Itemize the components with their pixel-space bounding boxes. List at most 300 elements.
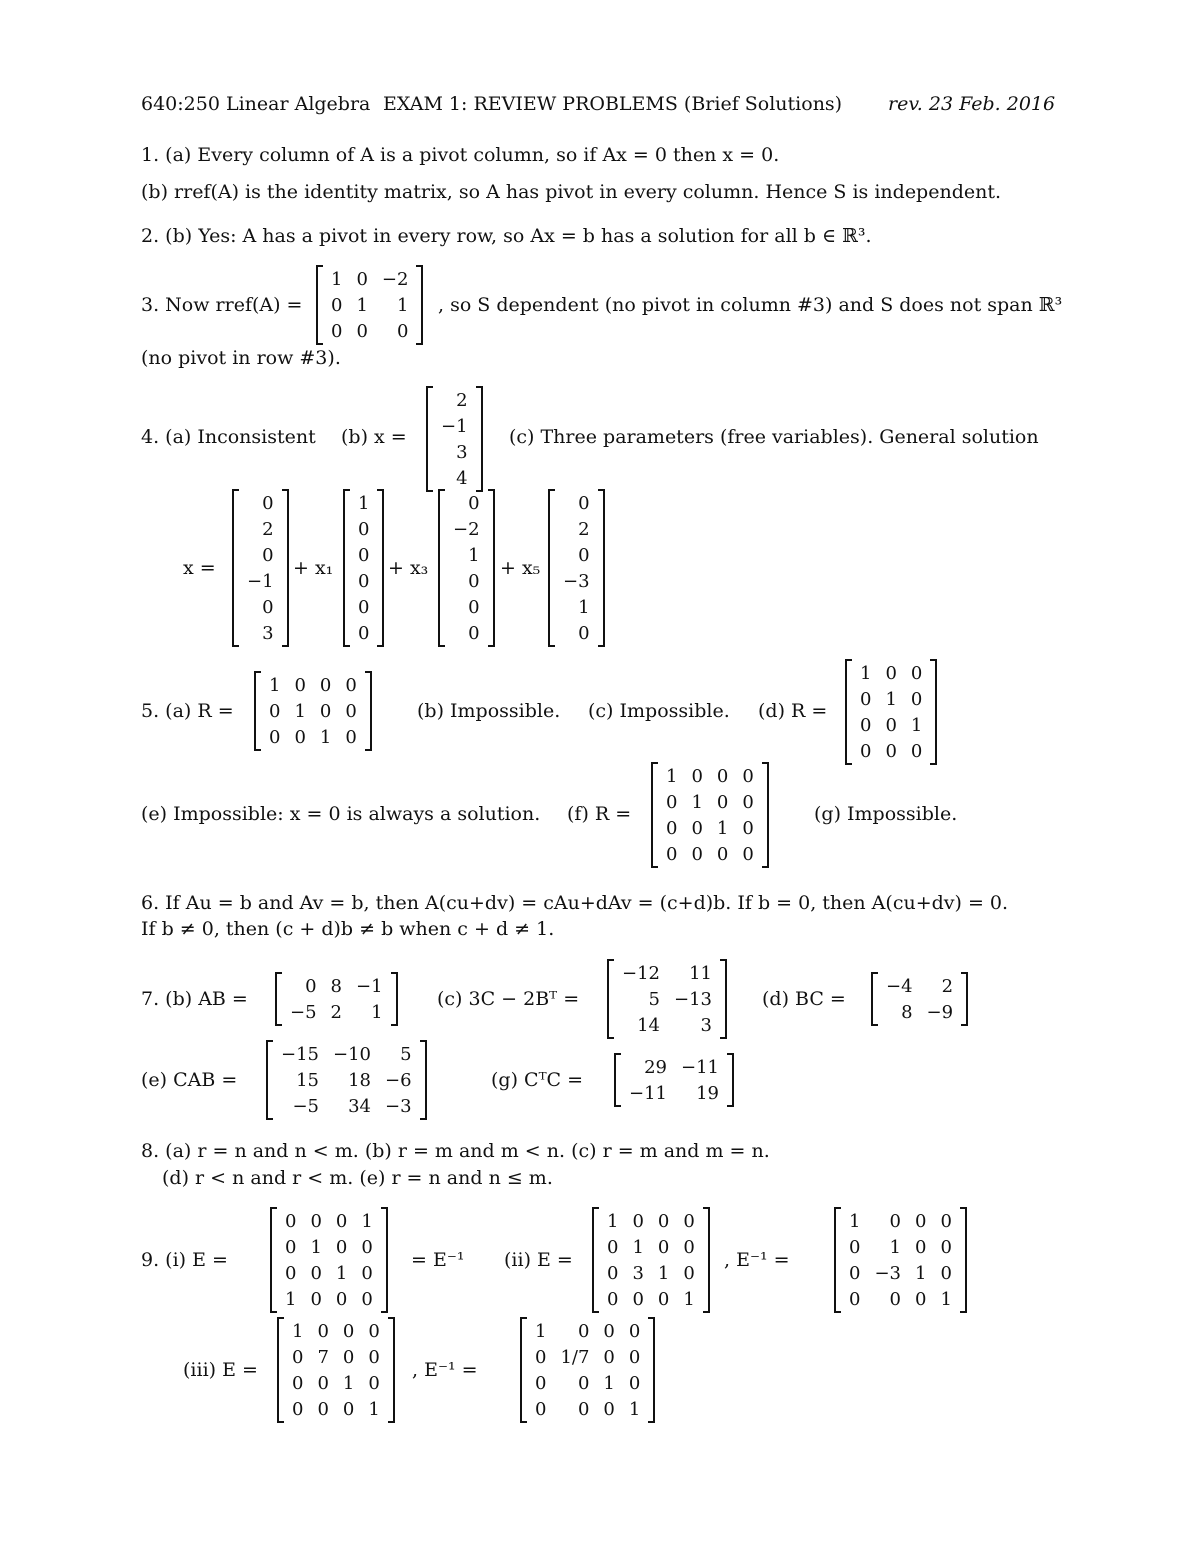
matrix-entry: 0 [358,544,370,566]
p4-vector-v0 [232,490,289,646]
matrix-entry: 0 [345,674,357,696]
matrix-row [240,490,281,516]
matrix-entry: −15 [281,1043,319,1065]
matrix-entry: 0 [915,1236,927,1258]
p1-a: 1. (a) Every column of A is a pivot column, so if Ax = 0 then x = 0. [141,144,780,166]
matrix-entry: 0 [666,843,678,865]
matrix-entry: 0 [468,570,480,592]
matrix-entry: 1 [885,688,897,710]
matrix-entry: 0 [885,662,897,684]
matrix-entry: 0 [683,1236,695,1258]
matrix-row [240,568,281,594]
matrix-entry: 0 [262,492,274,514]
matrix-entry: 14 [637,1014,660,1036]
matrix-entry: 1 [603,1372,615,1394]
matrix-row [659,815,761,841]
matrix-entry: 0 [577,1320,590,1342]
matrix-row [274,1093,419,1119]
matrix-entry: 0 [578,492,590,514]
matrix-entry: 1 [356,294,368,316]
matrix-row [556,568,597,594]
matrix-entry: 1 [269,674,281,696]
matrix-row [528,1370,647,1396]
matrix-entry: 0 [632,1210,644,1232]
matrix-entry: 0 [310,1288,322,1310]
p5-matrix-f [651,763,769,867]
matrix-entry: 0 [628,1372,641,1394]
matrix-entry: 1 [319,726,332,748]
matrix-row [842,1234,959,1260]
matrix-row [842,1286,959,1312]
matrix-entry: 0 [683,1210,695,1232]
matrix-entry: 0 [319,700,332,722]
p7-matrix-ab [275,973,398,1025]
matrix-entry: 0 [607,1236,619,1258]
matrix-entry: 0 [358,622,370,644]
matrix-entry: 18 [348,1069,371,1091]
matrix-row [446,568,487,594]
p9-matrix-iii-inv [520,1318,655,1422]
p9-i-inv: = E⁻¹ [411,1249,465,1271]
p5-g: (g) Impossible. [814,803,958,825]
matrix-entry: 0 [849,1288,861,1310]
matrix-entry: 0 [910,662,923,684]
matrix-row [262,672,364,698]
p5-f: (f) R = [567,803,632,825]
matrix-row [853,660,929,686]
matrix-row [556,542,597,568]
matrix-entry: 0 [628,1346,641,1368]
matrix-entry: 0 [335,1288,348,1310]
matrix-entry: 1 [691,791,703,813]
matrix-entry: 0 [860,714,872,736]
matrix-entry: 0 [691,817,703,839]
matrix-row [351,568,376,594]
p7-b: 7. (b) AB = [141,988,248,1010]
matrix-entry: 0 [666,791,678,813]
matrix-entry: 0 [915,1210,927,1232]
matrix-entry: 0 [368,1346,380,1368]
matrix-entry: 11 [689,962,712,984]
matrix-entry: 0 [860,740,872,762]
p7-matrix-ctc [614,1054,734,1106]
matrix-entry: 1 [683,1288,695,1310]
matrix-row [556,620,597,646]
matrix-entry: 0 [317,1372,329,1394]
matrix-entry: 34 [348,1095,371,1117]
matrix-entry: −3 [385,1095,412,1117]
p5-matrix-d [845,660,937,764]
p7-c: (c) 3C − 2Bᵀ = [437,988,580,1010]
matrix-row [556,594,597,620]
matrix-row [446,594,487,620]
p5-d: (d) R = [758,700,828,722]
matrix-entry: 0 [860,688,872,710]
matrix-entry: 19 [696,1082,719,1104]
matrix-entry: 1 [666,765,678,787]
matrix-entry: 0 [468,492,480,514]
matrix-entry: 1 [849,1210,861,1232]
matrix-entry: 0 [335,1236,348,1258]
matrix-row [622,1080,726,1106]
matrix-row [434,387,475,413]
matrix-entry: 0 [345,726,357,748]
p7-e: (e) CAB = [141,1069,238,1091]
matrix-row [446,620,487,646]
matrix-row [556,516,597,542]
matrix-entry: −12 [622,962,660,984]
matrix-row [659,841,761,867]
matrix-entry: −13 [674,988,712,1010]
p9-matrix-ii-inv [834,1208,967,1312]
matrix-row [879,999,960,1025]
matrix-entry: −2 [381,268,409,290]
matrix-entry: 0 [607,1262,619,1284]
matrix-row [528,1396,647,1422]
matrix-row [600,1234,702,1260]
matrix-entry: 0 [292,1346,304,1368]
p7-g: (g) CᵀC = [491,1069,584,1091]
matrix-row [853,738,929,764]
matrix-row [262,698,364,724]
matrix-entry: 0 [885,740,897,762]
matrix-row [615,986,719,1012]
matrix-entry: 0 [345,700,357,722]
matrix-entry: 0 [262,596,274,618]
p3-matrix [316,266,423,344]
matrix-entry: 0 [331,320,343,342]
matrix-entry: 2 [578,518,590,540]
matrix-row [351,490,376,516]
matrix-entry: 0 [292,1398,304,1420]
matrix-entry: 2 [262,518,274,540]
matrix-entry: 1 [910,714,923,736]
matrix-entry: 0 [603,1346,615,1368]
matrix-entry: 0 [269,726,281,748]
matrix-entry: 4 [456,467,468,489]
matrix-entry: −11 [681,1056,719,1078]
p3-cont: (no pivot in row #3). [141,347,341,369]
matrix-entry: 0 [535,1346,547,1368]
p4-b: (b) x = [341,426,407,448]
matrix-entry: −2 [453,518,480,540]
matrix-entry: 0 [285,1236,297,1258]
matrix-entry: 1 [310,1236,322,1258]
matrix-row [528,1318,647,1344]
matrix-row [285,1370,387,1396]
matrix-entry: 1 [371,1001,383,1023]
matrix-row [351,516,376,542]
matrix-row [283,999,390,1025]
matrix-entry: 0 [319,674,332,696]
matrix-row [324,266,415,292]
matrix-entry: 1 [358,492,370,514]
matrix-entry: 0 [262,544,274,566]
matrix-entry: 0 [632,1288,644,1310]
matrix-entry: 1 [632,1236,644,1258]
matrix-entry: 1 [889,1236,901,1258]
matrix-entry: 0 [578,622,590,644]
p9-iii: (iii) E = [183,1359,258,1381]
matrix-entry: 0 [361,1288,373,1310]
matrix-entry: 0 [691,765,703,787]
matrix-entry: 0 [716,791,729,813]
matrix-entry: 1 [285,1288,297,1310]
matrix-entry: −6 [385,1069,412,1091]
matrix-entry: 0 [716,843,729,865]
matrix-row [240,542,281,568]
matrix-entry: 0 [742,843,754,865]
p6-line2: If b ≠ 0, then (c + d)b ≠ b when c + d ≠ 1. [141,918,555,940]
matrix-entry: 1 [940,1288,952,1310]
matrix-entry: 0 [358,518,370,540]
matrix-entry: 1 [292,1320,304,1342]
matrix-entry: 0 [294,726,306,748]
matrix-entry: −11 [629,1082,667,1104]
matrix-entry: 0 [742,791,754,813]
p3-lead: 3. Now rref(A) = [141,294,303,316]
matrix-entry: 0 [885,714,897,736]
matrix-entry: 0 [335,1210,348,1232]
matrix-entry: 0 [657,1288,670,1310]
matrix-entry: 0 [915,1288,927,1310]
matrix-entry: 0 [292,1372,304,1394]
matrix-entry: 0 [317,1320,329,1342]
matrix-row [262,724,364,750]
p7-matrix-cab [266,1041,427,1119]
matrix-row [600,1286,702,1312]
matrix-row [446,516,487,542]
matrix-entry: 1 [342,1372,355,1394]
p9-ii: (ii) E = [504,1249,573,1271]
matrix-entry: 1 [915,1262,927,1284]
p9-matrix-i [270,1208,388,1312]
header-course: 640:250 Linear Algebra [141,93,371,115]
matrix-row [842,1260,959,1286]
matrix-entry: 0 [317,1398,329,1420]
p9-iii-inv: , E⁻¹ = [412,1359,478,1381]
matrix-entry: 0 [368,1320,380,1342]
matrix-entry: 3 [262,622,274,644]
matrix-row [278,1208,380,1234]
p4-plus-x1: + x₁ [293,557,334,579]
matrix-row [240,620,281,646]
p5-matrix-a [254,672,372,750]
matrix-row [446,490,487,516]
matrix-entry: 8 [330,975,342,997]
matrix-entry: 5 [648,988,660,1010]
matrix-entry: 0 [603,1398,615,1420]
matrix-entry: 0 [683,1262,695,1284]
matrix-entry: 0 [910,688,923,710]
matrix-row [285,1318,387,1344]
matrix-entry: 0 [397,320,409,342]
matrix-entry: 0 [269,700,281,722]
p4-plus-x5: + x₅ [500,557,541,579]
p2-b: 2. (b) Yes: A has a pivot in every row, so Ax = b has a solution for all b ∈ ℝ³. [141,225,872,247]
matrix-entry: −5 [290,1001,317,1023]
matrix-entry: 2 [456,389,468,411]
matrix-entry: 0 [310,1262,322,1284]
matrix-row [274,1067,419,1093]
matrix-entry: 0 [358,596,370,618]
matrix-entry: 0 [361,1236,373,1258]
matrix-entry: 0 [716,765,729,787]
matrix-row [434,439,475,465]
p9-matrix-ii [592,1208,710,1312]
matrix-entry: 0 [356,320,368,342]
matrix-entry: 0 [294,674,306,696]
matrix-row [285,1396,387,1422]
matrix-entry: 0 [468,622,480,644]
matrix-entry: 2 [941,975,954,997]
matrix-row [434,413,475,439]
matrix-entry: 1 [628,1398,641,1420]
p5-c: (c) Impossible. [588,700,730,722]
matrix-row [659,789,761,815]
matrix-row [615,1012,719,1038]
matrix-entry: −5 [292,1095,319,1117]
p5-b: (b) Impossible. [417,700,561,722]
matrix-entry: 0 [361,1262,373,1284]
matrix-entry: 1 [368,1398,380,1420]
matrix-entry: 0 [742,765,754,787]
matrix-entry: 1 [860,662,872,684]
p4-a: 4. (a) Inconsistent [141,426,316,448]
matrix-entry: 1 [607,1210,619,1232]
p4-plus-x3: + x₃ [388,557,429,579]
matrix-entry: 0 [535,1398,547,1420]
matrix-entry: 1 [657,1262,670,1284]
matrix-entry: 0 [940,1262,952,1284]
matrix-entry: −10 [333,1043,371,1065]
matrix-entry: 1 [294,700,306,722]
matrix-entry: 15 [296,1069,319,1091]
p8-line2: (d) r < n and r < m. (e) r = n and n ≤ m. [162,1167,553,1189]
matrix-row [351,620,376,646]
matrix-entry: 0 [368,1372,380,1394]
matrix-entry: 0 [742,817,754,839]
matrix-entry: 1 [361,1210,373,1232]
header-rev: rev. 23 Feb. 2016 [888,93,1056,115]
matrix-row [659,763,761,789]
p1-b: (b) rref(A) is the identity matrix, so A has pivot in every column. Hence S is independent. [141,181,1002,203]
p4-x-label: x = [183,557,216,579]
matrix-entry: −9 [926,1001,954,1023]
matrix-entry: −1 [441,415,468,437]
matrix-entry: 0 [356,268,368,290]
p4-vector-v3 [438,490,495,646]
matrix-row [600,1208,702,1234]
matrix-row [240,516,281,542]
matrix-row [528,1344,647,1370]
matrix-entry: 2 [330,1001,342,1023]
matrix-entry: 0 [578,544,590,566]
matrix-entry: 1 [468,544,480,566]
matrix-entry: 0 [691,843,703,865]
matrix-row [556,490,597,516]
matrix-entry: −1 [247,570,274,592]
p8-line1: 8. (a) r = n and n < m. (b) r = m and m < n. (c) r = m and m = n. [141,1140,770,1162]
p7-matrix-bc [871,973,968,1025]
matrix-row [600,1260,702,1286]
matrix-entry: 0 [910,740,923,762]
matrix-entry: 1 [578,596,590,618]
p5-e: (e) Impossible: x = 0 is always a solution. [141,803,541,825]
matrix-row [278,1286,380,1312]
matrix-entry: 0 [577,1398,590,1420]
matrix-entry: 0 [310,1210,322,1232]
matrix-entry: −3 [563,570,590,592]
matrix-row [324,318,415,344]
matrix-entry: 0 [603,1320,615,1342]
matrix-row [351,594,376,620]
matrix-row [285,1344,387,1370]
matrix-entry: 0 [331,294,343,316]
matrix-entry: 3 [456,441,468,463]
matrix-row [615,960,719,986]
matrix-entry: 0 [285,1262,297,1284]
p9-ii-inv: , E⁻¹ = [724,1249,790,1271]
matrix-entry: 1 [535,1320,547,1342]
matrix-row [278,1234,380,1260]
matrix-row [324,292,415,318]
p9-i: 9. (i) E = [141,1249,228,1271]
matrix-entry: 1 [331,268,343,290]
matrix-row [853,686,929,712]
p7-d: (d) BC = [762,988,846,1010]
matrix-entry: 1 [397,294,409,316]
matrix-entry: 0 [342,1320,355,1342]
matrix-entry: 1 [716,817,729,839]
p4-vector-b [426,387,483,491]
matrix-entry: 0 [342,1398,355,1420]
matrix-entry: 0 [657,1236,670,1258]
matrix-entry: 0 [342,1346,355,1368]
matrix-entry: 0 [666,817,678,839]
p5-a: 5. (a) R = [141,700,234,722]
matrix-row [351,542,376,568]
matrix-row [434,465,475,491]
matrix-entry: −4 [886,975,913,997]
matrix-row [446,542,487,568]
matrix-entry: 0 [305,975,317,997]
matrix-row [842,1208,959,1234]
matrix-entry: 0 [535,1372,547,1394]
matrix-entry: 0 [889,1288,901,1310]
matrix-row [853,712,929,738]
matrix-entry: 8 [901,1001,913,1023]
matrix-entry: 3 [632,1262,644,1284]
p4-vector-v1 [343,490,384,646]
matrix-row [240,594,281,620]
p3-rest: , so S dependent (no pivot in column #3) and S does not span ℝ³ [438,294,1063,316]
matrix-entry: 7 [317,1346,329,1368]
matrix-entry: 29 [644,1056,667,1078]
p7-matrix-c [607,960,727,1038]
matrix-entry: 0 [889,1210,901,1232]
matrix-row [879,973,960,999]
matrix-entry: −1 [356,975,383,997]
matrix-row [283,973,390,999]
matrix-entry: 5 [400,1043,412,1065]
matrix-entry: 1 [335,1262,348,1284]
matrix-entry: 0 [285,1210,297,1232]
matrix-entry: 0 [940,1210,952,1232]
p4-c: (c) Three parameters (free variables). General solution [509,426,1039,448]
matrix-entry: 0 [657,1210,670,1232]
matrix-entry: 0 [849,1262,861,1284]
